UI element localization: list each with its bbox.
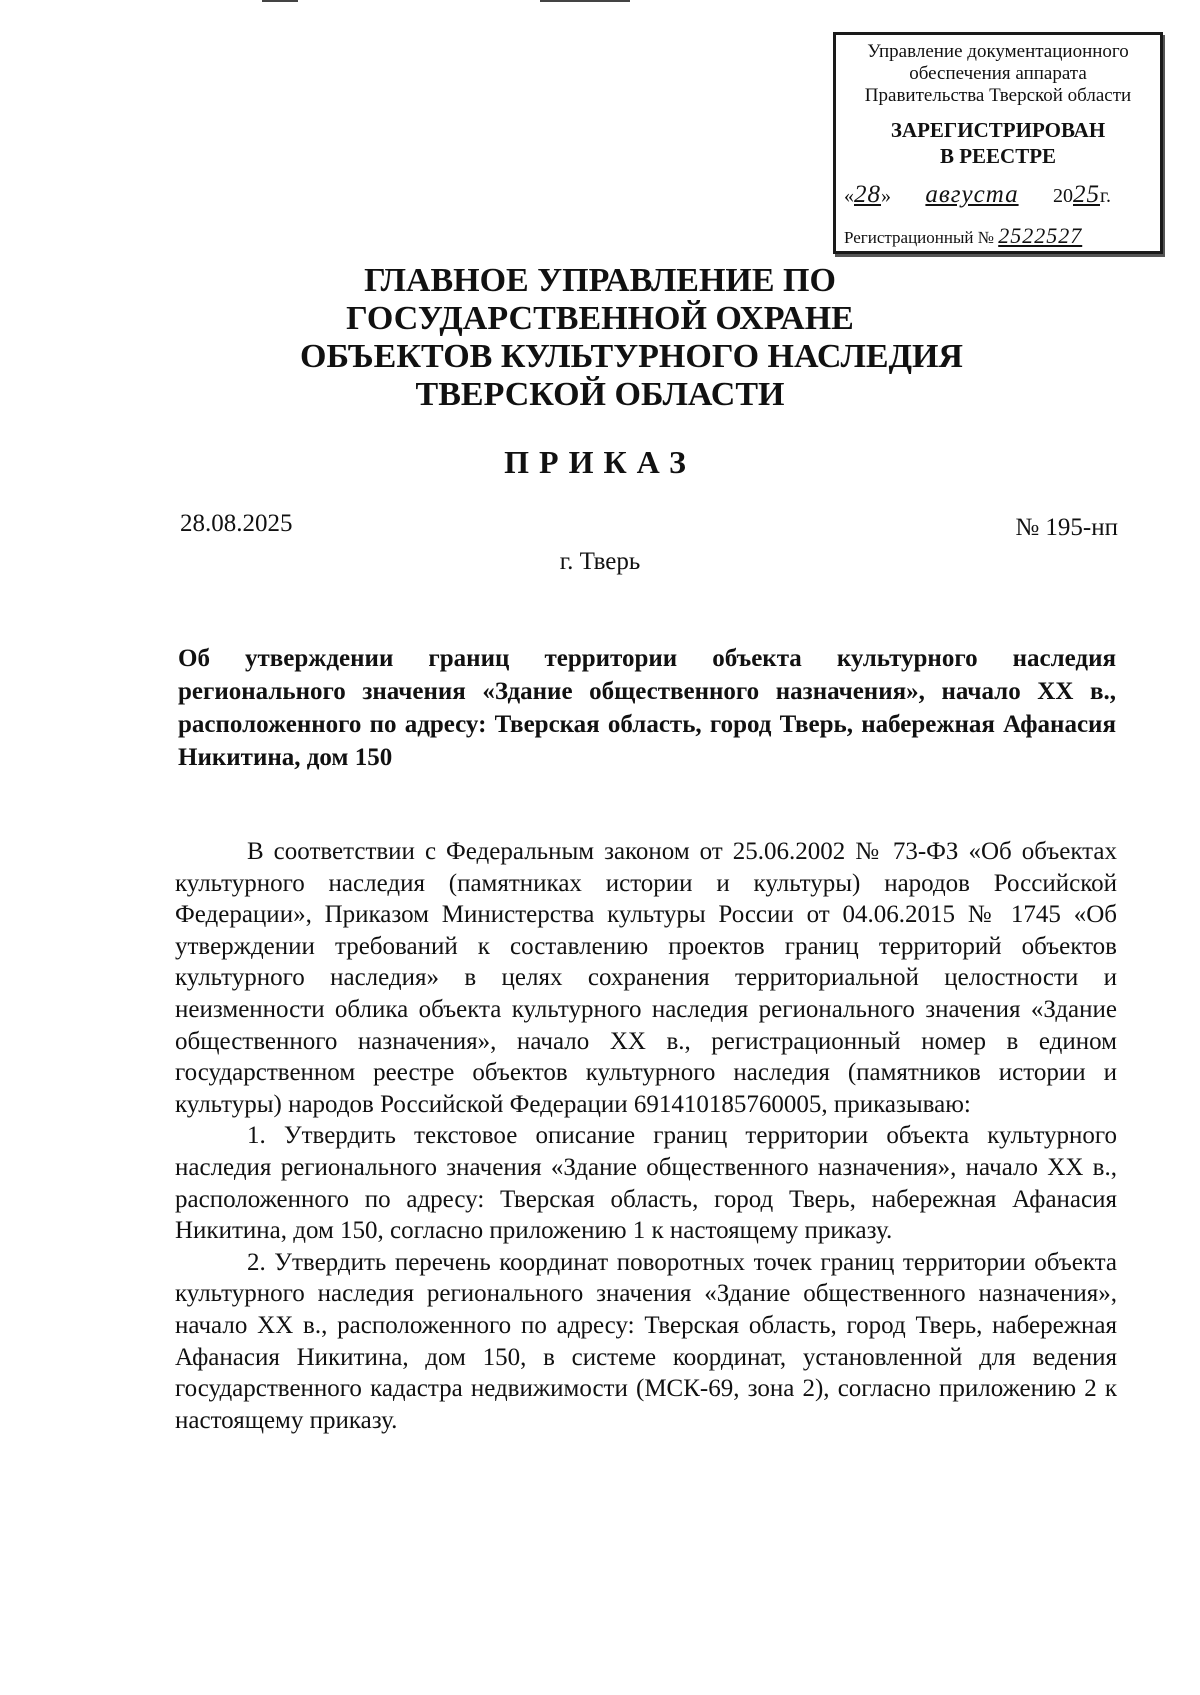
stamp-reg-label: Регистрационный № xyxy=(844,228,994,247)
document-body xyxy=(175,836,1117,1436)
stamp-month: августа xyxy=(925,181,1019,208)
stamp-year-prefix: 20 xyxy=(1053,185,1073,207)
scan-mark-center xyxy=(540,0,630,2)
stamp-reg-number: 2522527 xyxy=(998,223,1083,248)
agency-title-line: ГЛАВНОЕ УПРАВЛЕНИЕ ПО xyxy=(364,262,836,299)
body-preamble: В соответствии с Федеральным законом от 25.06.2002 № 73-ФЗ «Об объектах культурного наследия (памятниках истории и культуры) народов Российской Федерации», Приказом Министерства культуры России от 04.06.2015 № 1745 «Об утверждении требований к составлению проектов границ территорий объектов культурного наследия» в целях сохранения территориальной целостности и неизменности облика объекта культурного наследия регионального значения «Здание общественного назначения», начало XX в., регистрационный номер в едином государственном реестре объектов культурного наследия (памятников истории и культуры) народов Российской Федерации 691410185760005, приказываю: xyxy=(175,838,1117,1118)
document-city: г. Тверь xyxy=(559,548,641,575)
stamp-status xyxy=(836,117,1160,169)
stamp-status-line: ЗАРЕГИСТРИРОВАН xyxy=(890,118,1106,142)
stamp-close-quote: » xyxy=(881,185,891,207)
document-date: 28.08.2025 xyxy=(180,510,293,537)
stamp-day: 28 xyxy=(854,181,881,208)
agency-title-line: ОБЪЕКТОВ КУЛЬТУРНОГО НАСЛЕДИЯ xyxy=(300,338,963,375)
stamp-org-line: Управление документационного xyxy=(867,41,1129,62)
stamp-status-line: В РЕЕСТРЕ xyxy=(939,144,1057,168)
agency-title xyxy=(300,262,963,414)
registration-stamp xyxy=(833,32,1163,254)
stamp-open-quote: « xyxy=(844,185,854,207)
agency-title-line: ТВЕРСКОЙ ОБЛАСТИ xyxy=(415,376,785,413)
stamp-org-line: Правительства Тверской области xyxy=(864,85,1132,106)
stamp-date xyxy=(844,181,1158,209)
document-number: № 195-нп xyxy=(1015,514,1118,541)
document-subject: Об утверждении границ территории объекта культурного наследия регионального значения «Здание общественного назначения», начало XX в., расположенного по адресу: Тверская область, город Тверь, набережная Афанасия Никитина, дом 150 xyxy=(178,645,1116,771)
agency-title-line: ГОСУДАРСТВЕННОЙ ОХРАНЕ xyxy=(346,300,854,337)
document-type: ПРИКАЗ xyxy=(504,444,696,480)
stamp-registration-number xyxy=(844,223,1158,249)
stamp-year-suffix: 25 xyxy=(1073,181,1100,208)
stamp-year-mark: г. xyxy=(1100,185,1111,207)
body-item-2: 2. Утвердить перечень координат поворотных точек границ территории объекта культурного наследия регионального значения «Здание общественного назначения», начало XX в., расположенного по адресу: Тверская область, город Тверь, набережная Афанасия Никитина, дом 150, в системе координат, установленной для ведения государственного кадастра недвижимости (МСК-69, зона 2), согласно приложению 2 к настоящему приказу. xyxy=(175,1248,1117,1434)
stamp-org-line: обеспечения аппарата xyxy=(909,63,1087,84)
scan-mark-left xyxy=(262,0,298,2)
body-item-1: 1. Утвердить текстовое описание границ территории объекта культурного наследия регионального значения «Здание общественного назначения», начало XX в., расположенного по адресу: Тверская область, город Тверь, набережная Афанасия Никитина, дом 150, согласно приложению 1 к настоящему приказу. xyxy=(175,1122,1117,1245)
